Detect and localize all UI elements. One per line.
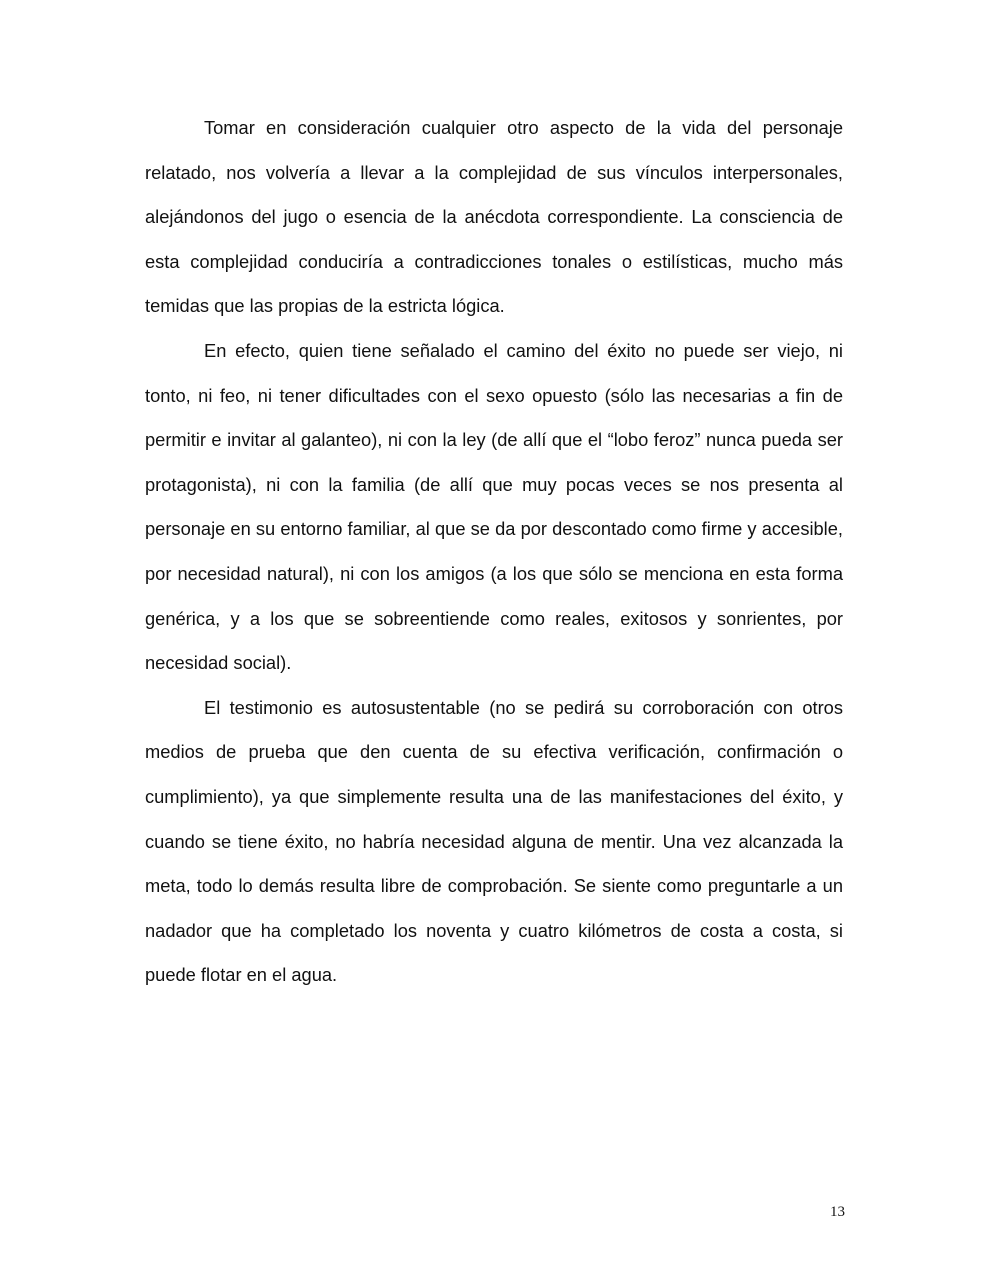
page-number: 13	[830, 1204, 845, 1220]
paragraph-2: En efecto, quien tiene señalado el camino del éxito no puede ser viejo, ni tonto, ni feo, ni tener dificultades con el sexo opuesto (sólo las necesarias a fin de permitir e invitar al galanteo), ni con la ley (de allí que el “lobo feroz” nunca pueda ser protagonista), ni con la familia (de allí que muy pocas veces se nos presenta al personaje en su entorno familiar, al que se da por descontado como firme y accesible, por necesidad natural), ni con los amigos (a los que sólo se menciona en esta forma genérica, y a los que se sobreentiende como reales, exitosos y sonrientes, por necesidad social).	[145, 339, 843, 674]
paragraph-3: El testimonio es autosustentable (no se pedirá su corroboración con otros medios de prueba que den cuenta de su efectiva verificación, confirmación o cumplimiento), ya que simplemente resulta una de las manifestaciones del éxito, y cuando se tiene éxito, no habría necesidad alguna de mentir. Una vez alcanzada la meta, todo lo demás resulta libre de comprobación. Se siente como preguntarle a un nadador que ha completado los noventa y cuatro kilómetros de costa a costa, si puede flotar en el agua.	[145, 696, 843, 986]
paragraph-1: Tomar en consideración cualquier otro aspecto de la vida del personaje relatado, nos volvería a llevar a la complejidad de sus vínculos interpersonales, alejándonos del jugo o esencia de la anécdota correspondiente. La consciencia de esta complejidad conduciría a contradicciones tonales o estilísticas, mucho más temidas que las propias de la estricta lógica.	[145, 117, 843, 317]
body-text	[145, 106, 843, 998]
